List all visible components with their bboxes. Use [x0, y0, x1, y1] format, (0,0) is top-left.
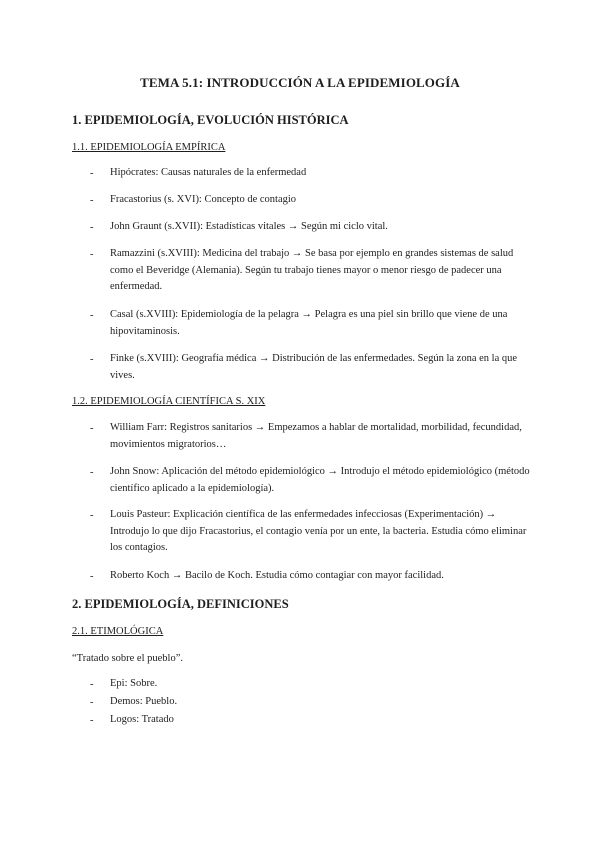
subsection-1-2-heading-tail: S. XIX — [233, 396, 266, 407]
bullet-dash: - — [90, 423, 94, 434]
bullet-dash: - — [90, 571, 94, 582]
bullet-dash: - — [90, 715, 94, 726]
bullet-dash: - — [90, 310, 94, 321]
bullet-dash: - — [90, 222, 94, 233]
subsection-1-2-heading — [72, 396, 265, 407]
list-item: Hipócrates: Causas naturales de la enfermedad — [110, 167, 307, 178]
bullet-dash: - — [90, 354, 94, 365]
subsection-1-1-heading: 1.1. EPIDEMIOLOGÍA EMPÍRICA — [72, 142, 226, 153]
subsection-1-2-heading-text: 1.2. EPIDEMIOLOGÍA CIENTÍFICA — [72, 396, 233, 407]
section-1-heading: 1. EPIDEMIOLOGÍA, EVOLUCIÓN HISTÓRICA — [72, 113, 349, 127]
bullet-dash: - — [90, 168, 94, 179]
list-item: Demos: Pueblo. — [110, 696, 178, 707]
list-item: Fracastorius (s. XVI): Concepto de contagio — [110, 194, 297, 205]
subsection-2-1-heading: 2.1. ETIMOLÓGICA — [72, 626, 164, 637]
list-item: John Graunt (s.XVII): Estadísticas vitales → Según mi ciclo vital. — [110, 221, 388, 232]
list-item: Epi: Sobre. — [110, 678, 158, 689]
list-item: Louis Pasteur: Explicación científica de las enfermedades infecciosas (Experimentación) → Introdujo lo que dijo Fracastorius, el contagio venía por un ente, la bacteria. Estudia cómo eliminar los contagios. — [110, 509, 527, 553]
list-item: John Snow: Aplicación del método epidemiológico → Introdujo el método epidemiológico (método científico aplicado a la epidemiología). — [110, 466, 530, 494]
bullet-dash: - — [90, 679, 94, 690]
list-item: Logos: Tratado — [110, 714, 174, 725]
list-item: Casal (s.XVIII): Epidemiología de la pelagra → Pelagra es una piel sin brillo que viene de una hipovitaminosis. — [110, 309, 508, 337]
bullet-dash: - — [90, 249, 94, 260]
list-item: Roberto Koch → Bacilo de Koch. Estudia cómo contagiar con mayor facilidad. — [110, 570, 444, 581]
bullet-dash: - — [90, 510, 94, 521]
bullet-dash: - — [90, 697, 94, 708]
etymology-quote: “Tratado sobre el pueblo”. — [72, 653, 183, 664]
bullet-dash: - — [90, 195, 94, 206]
list-item: Ramazzini (s.XVIII): Medicina del trabajo → Se basa por ejemplo en grandes sistemas de salud como el Beveridge (Alemania). Según tu trabajo tienes mayor o menor riesgo de padecer una enfermedad. — [110, 248, 514, 292]
section-2-heading: 2. EPIDEMIOLOGÍA, DEFINICIONES — [72, 597, 289, 611]
list-item: Finke (s.XVIII): Geografía médica → Distribución de las enfermedades. Según la zona en la que vives. — [110, 353, 518, 381]
list-item: William Farr: Registros sanitarios → Empezamos a hablar de mortalidad, morbilidad, fecundidad, movimientos migratorios… — [110, 422, 522, 450]
bullet-dash: - — [90, 467, 94, 478]
page-title: TEMA 5.1: INTRODUCCIÓN A LA EPIDEMIOLOGÍA — [140, 75, 460, 90]
